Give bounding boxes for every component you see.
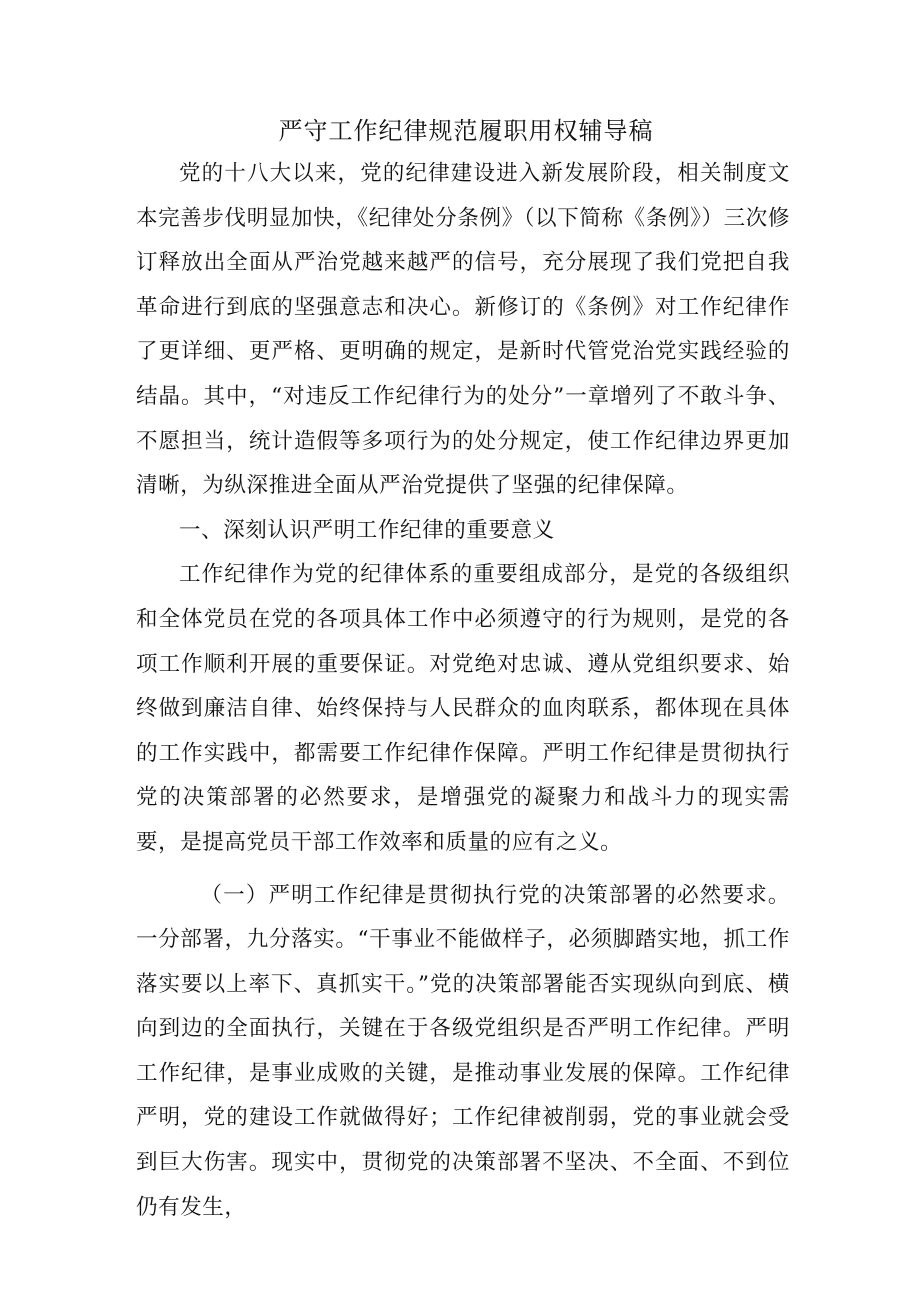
document-page	[136, 112, 790, 1230]
intro-paragraph: 党的十八大以来，党的纪律建设进入新发展阶段，相关制度文本完善步伐明显加快，《纪律处分条例》（以下简称《条例》）三次修订释放出全面从严治党越来越严的信号，充分展现了我们党把自我革命进行到底的坚强意志和决心。新修订的《条例》对工作纪律作了更详细、更严格、更明确的规定，是新时代管党治党实践经验的结晶。其中，“对违反工作纪律行为的处分”一章增列了不敢斗争、不愿担当，统计造假等多项行为的处分规定，使工作纪律边界更加清晰，为纵深推进全面从严治党提供了坚强的纪律保障。	[136, 161, 790, 499]
subsection-paragraph: （一）严明工作纪律是贯彻执行党的决策部署的必然要求。一分部署，九分落实。“干事业不能做样子，必须脚踏实地，抓工作落实要以上率下、真抓实干。”党的决策部署能否实现纵向到底、横向到边的全面执行，关键在于各级党组织是否严明工作纪律。严明工作纪律，是事业成败的关键，是推动事业发展的保障。工作纪律严明，党的建设工作就做得好；工作纪律被削弱，党的事业就会受到巨大伤害。现实中，贯彻党的决策部署不坚决、不全面、不到位仍有发生，	[136, 882, 790, 1220]
section-heading: 一、深刻认识严明工作纪律的重要意义	[179, 517, 555, 543]
section-body-paragraph: 工作纪律作为党的纪律体系的重要组成部分，是党的各级组织和全体党员在党的各项具体工作中必须遵守的行为规则，是党的各项工作顺利开展的重要保证。对党绝对忠诚、遵从党组织要求、始终做到廉洁自律、始终保持与人民群众的血肉联系，都体现在具体的工作实践中，都需要工作纪律作保障。严明工作纪律是贯彻执行党的决策部署的必然要求，是增强党的凝聚力和战斗力的现实需要，是提高党员干部工作效率和质量的应有之义。	[136, 562, 790, 855]
document-title: 严守工作纪律规范履职用权辅导稿	[278, 117, 654, 145]
